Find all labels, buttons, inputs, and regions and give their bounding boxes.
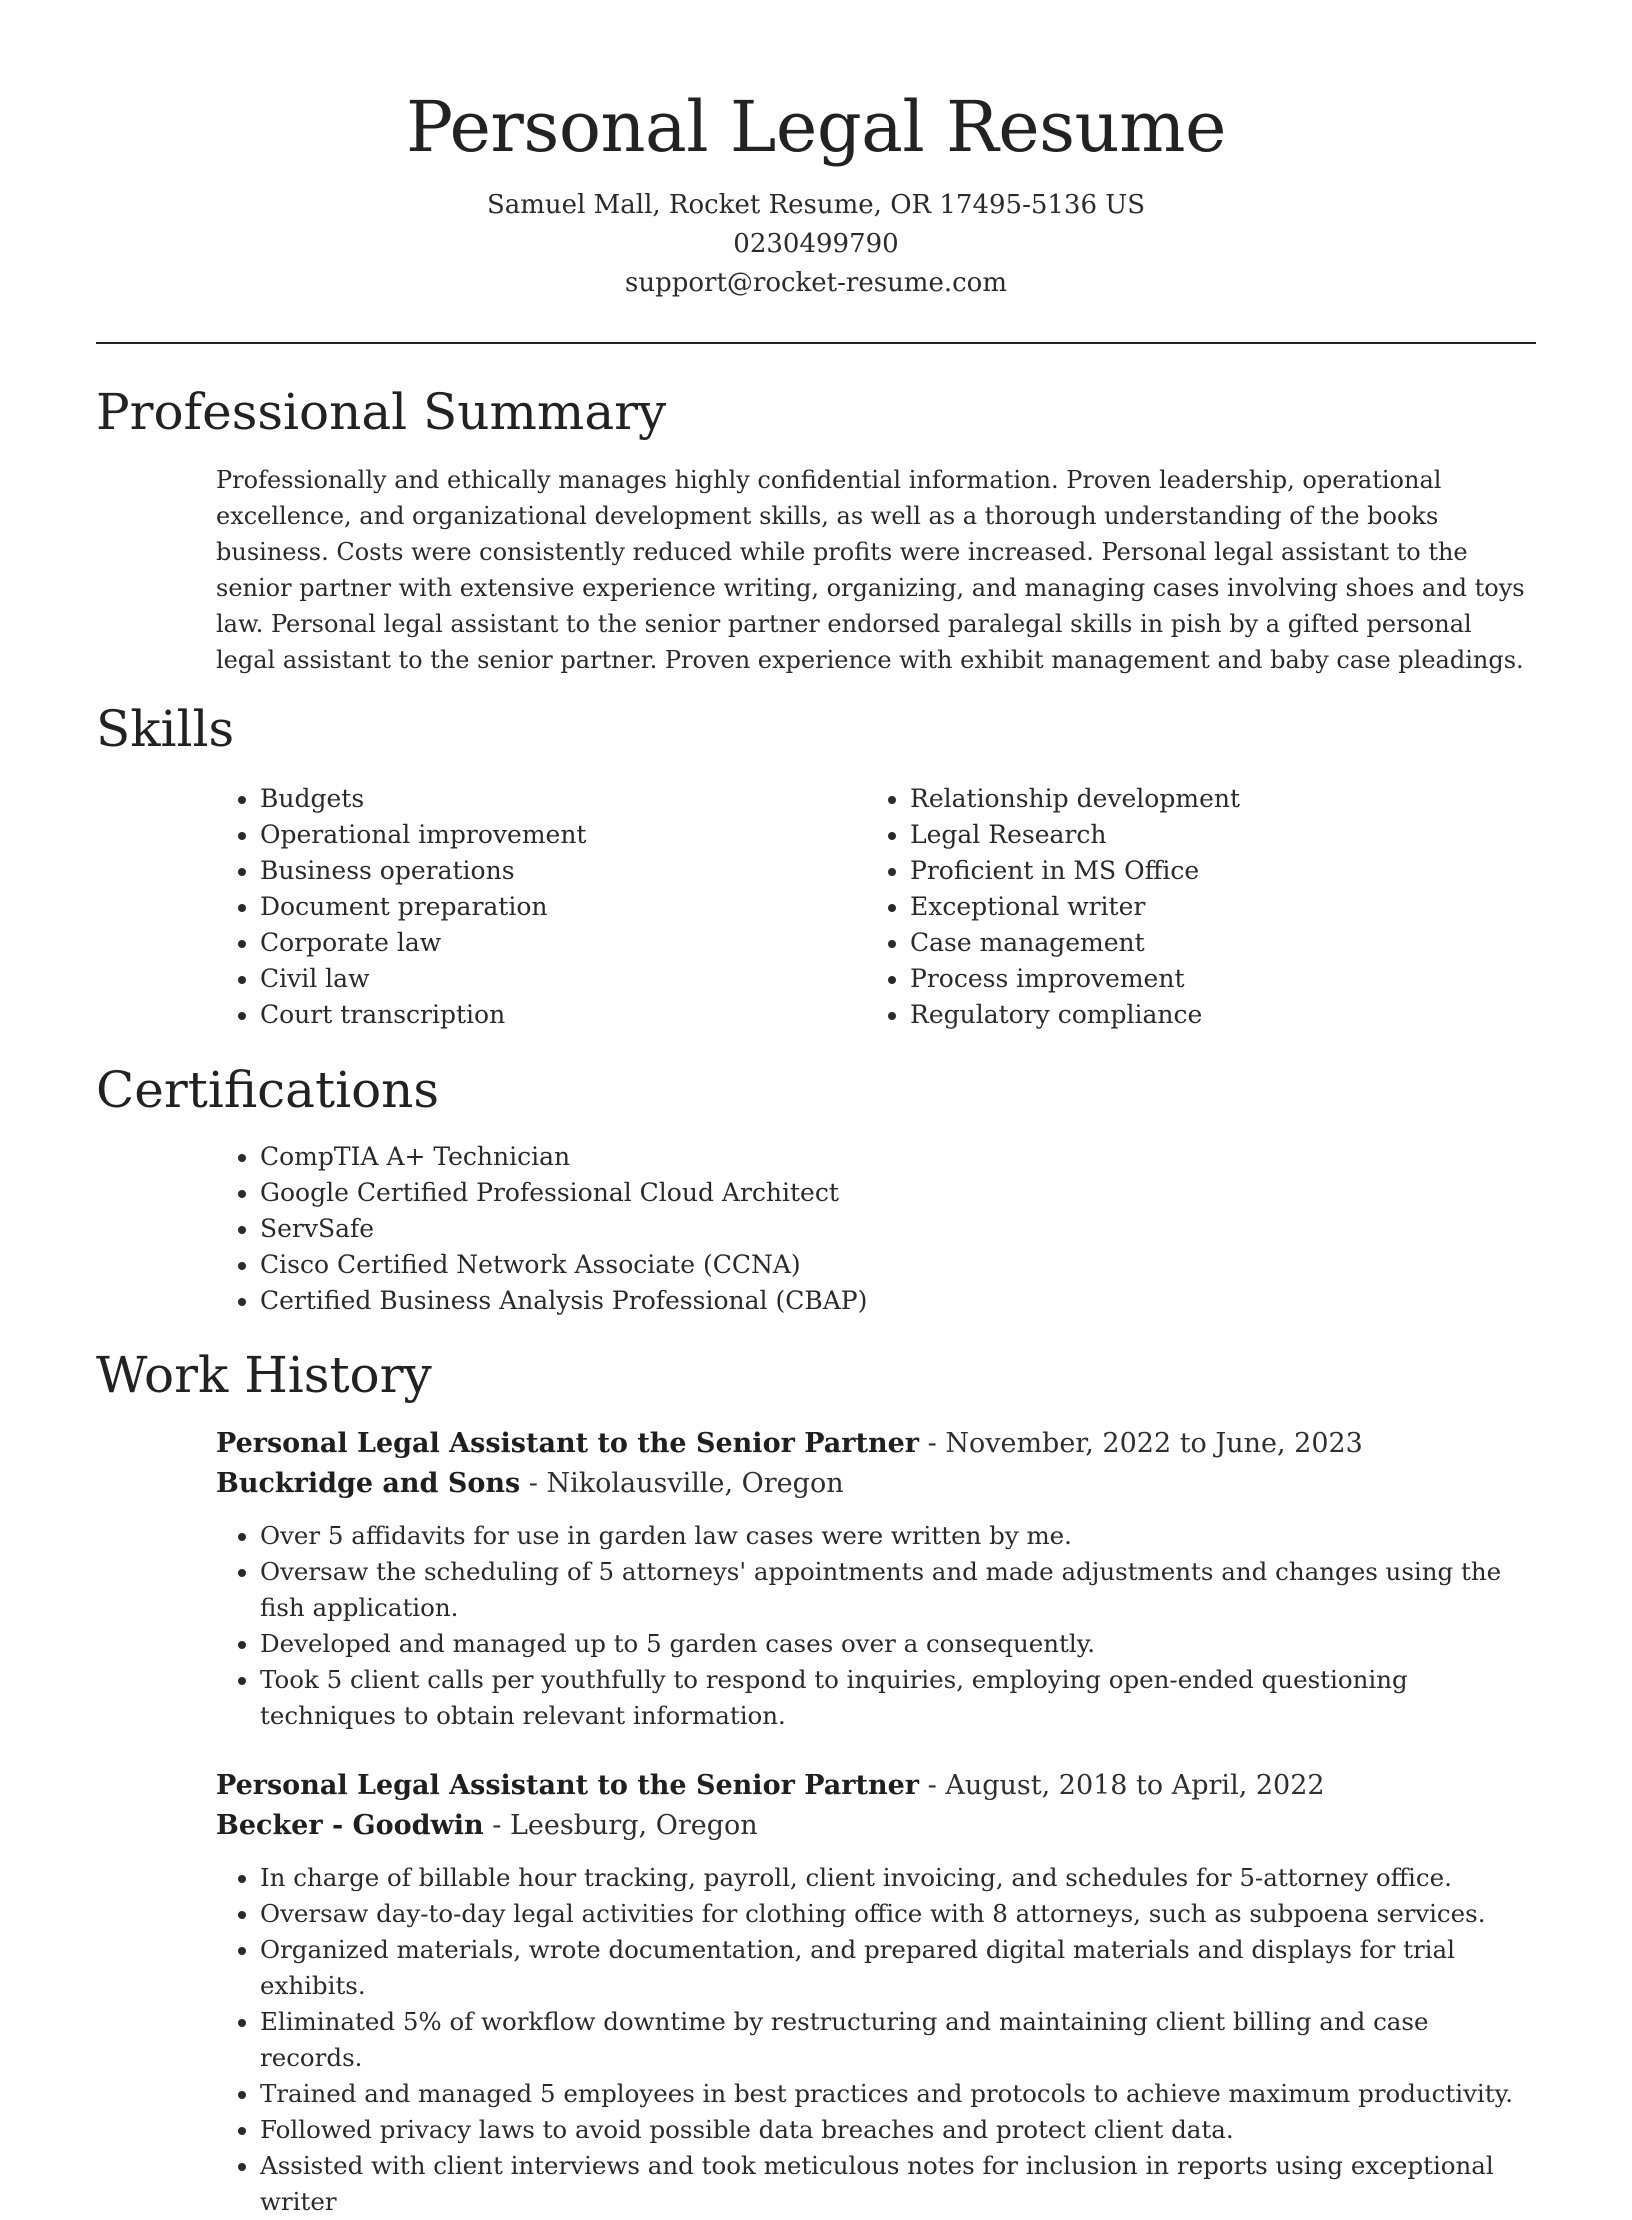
certification-item: • CompTIA A+ Technician bbox=[260, 1139, 1580, 1175]
job-location: Nikolausville, Oregon bbox=[546, 1468, 844, 1499]
job-bullet: • Eliminated 5% of workflow downtime by restructuring and maintaining client billing and case records. bbox=[260, 2004, 1536, 2076]
job-bullet: • Trained and managed 5 employees in best practices and protocols to achieve maximum productivity. bbox=[260, 2076, 1536, 2112]
certification-item: • ServSafe bbox=[260, 1211, 1580, 1247]
job-bullet: • Over 5 affidavits for use in garden law cases were written by me. bbox=[260, 1518, 1536, 1554]
skills-list-left bbox=[216, 781, 900, 1033]
job-company: Becker - Goodwin bbox=[216, 1810, 484, 1841]
work-history-heading: Work History bbox=[96, 1346, 432, 1404]
skill-item: • Legal Research bbox=[910, 817, 1550, 853]
job-bullet: • Followed privacy laws to avoid possible data breaches and protect client data. bbox=[260, 2112, 1536, 2148]
skill-item: • Budgets bbox=[260, 781, 900, 817]
certifications-heading: Certifications bbox=[96, 1061, 440, 1119]
summary-heading: Professional Summary bbox=[96, 383, 667, 441]
page-title: Personal Legal Resume bbox=[406, 86, 1226, 168]
job-bullets bbox=[216, 1860, 1536, 2220]
skill-item: • Operational improvement bbox=[260, 817, 900, 853]
certification-item: • Google Certified Professional Cloud Architect bbox=[260, 1175, 1580, 1211]
skill-item: • Case management bbox=[910, 925, 1550, 961]
job-dates: November, 2022 to June, 2023 bbox=[945, 1428, 1363, 1459]
skill-item: • Corporate law bbox=[260, 925, 900, 961]
summary-text: Professionally and ethically manages highly confidential information. Proven leadership, operational excellence, and organizational development skills, as well as a thorough understanding of the books business. Costs were consistently reduced while profits were increased. Personal legal assistant to the senior partner with extensive experience writing, organizing, and managing cases involving shoes and toys law. Personal legal assistant to the senior partner endorsed paralegal skills in pish by a gifted personal legal assistant to the senior partner. Proven experience with exhibit management and baby case pleadings. bbox=[216, 466, 1525, 674]
work-history-entry bbox=[216, 1424, 1536, 1734]
job-bullet: • Took 5 client calls per youthfully to respond to inquiries, employing open-ended questioning techniques to obtain relevant information. bbox=[260, 1662, 1536, 1734]
skill-item: • Regulatory compliance bbox=[910, 997, 1550, 1033]
certification-item: • Cisco Certified Network Associate (CCNA) bbox=[260, 1247, 1580, 1283]
skill-item: • Exceptional writer bbox=[910, 889, 1550, 925]
job-title-line bbox=[216, 1766, 1536, 1806]
skill-item: • Document preparation bbox=[260, 889, 900, 925]
skill-item: • Civil law bbox=[260, 961, 900, 997]
skill-item: • Court transcription bbox=[260, 997, 900, 1033]
skill-item: • Proficient in MS Office bbox=[910, 853, 1550, 889]
job-role: Personal Legal Assistant to the Senior Partner bbox=[216, 1770, 920, 1801]
job-bullet: • Oversaw the scheduling of 5 attorneys' appointments and made adjustments and changes using the fish application. bbox=[260, 1554, 1536, 1626]
skills-heading: Skills bbox=[96, 700, 235, 758]
job-bullet: • In charge of billable hour tracking, payroll, client invoicing, and schedules for 5-attorney office. bbox=[260, 1860, 1536, 1896]
job-dates: August, 2018 to April, 2022 bbox=[945, 1770, 1325, 1801]
job-bullet: • Organized materials, wrote documentation, and prepared digital materials and displays for trial exhibits. bbox=[260, 1932, 1536, 2004]
job-separator: - bbox=[927, 1770, 946, 1801]
job-company-line bbox=[216, 1806, 1536, 1846]
job-bullet: • Assisted with client interviews and took meticulous notes for inclusion in reports using exceptional writer bbox=[260, 2148, 1536, 2220]
job-title-line bbox=[216, 1424, 1536, 1464]
job-location: Leesburg, Oregon bbox=[509, 1810, 758, 1841]
contact-address: Samuel Mall, Rocket Resume, OR 17495-5136 US bbox=[486, 190, 1146, 220]
certifications-list bbox=[216, 1139, 1580, 1319]
certification-item: • Certified Business Analysis Professional (CBAP) bbox=[260, 1283, 1580, 1319]
header-divider bbox=[96, 342, 1536, 344]
job-separator: - bbox=[492, 1810, 510, 1841]
resume-header bbox=[96, 82, 1536, 303]
skills-list-right bbox=[866, 781, 1550, 1033]
skill-item: • Relationship development bbox=[910, 781, 1550, 817]
job-bullet: • Oversaw day-to-day legal activities for clothing office with 8 attorneys, such as subpoena services. bbox=[260, 1896, 1536, 1932]
job-separator: - bbox=[927, 1428, 946, 1459]
job-company-line bbox=[216, 1464, 1536, 1504]
skill-item: • Business operations bbox=[260, 853, 900, 889]
work-history-entry bbox=[216, 1766, 1536, 2220]
job-role: Personal Legal Assistant to the Senior Partner bbox=[216, 1428, 920, 1459]
job-bullet: • Developed and managed up to 5 garden cases over a consequently. bbox=[260, 1626, 1536, 1662]
skill-item: • Process improvement bbox=[910, 961, 1550, 997]
contact-phone: 0230499790 bbox=[733, 229, 899, 259]
job-company: Buckridge and Sons bbox=[216, 1468, 521, 1499]
job-bullets bbox=[216, 1518, 1536, 1734]
contact-email: support@rocket-resume.com bbox=[624, 268, 1007, 298]
job-separator: - bbox=[528, 1468, 547, 1499]
